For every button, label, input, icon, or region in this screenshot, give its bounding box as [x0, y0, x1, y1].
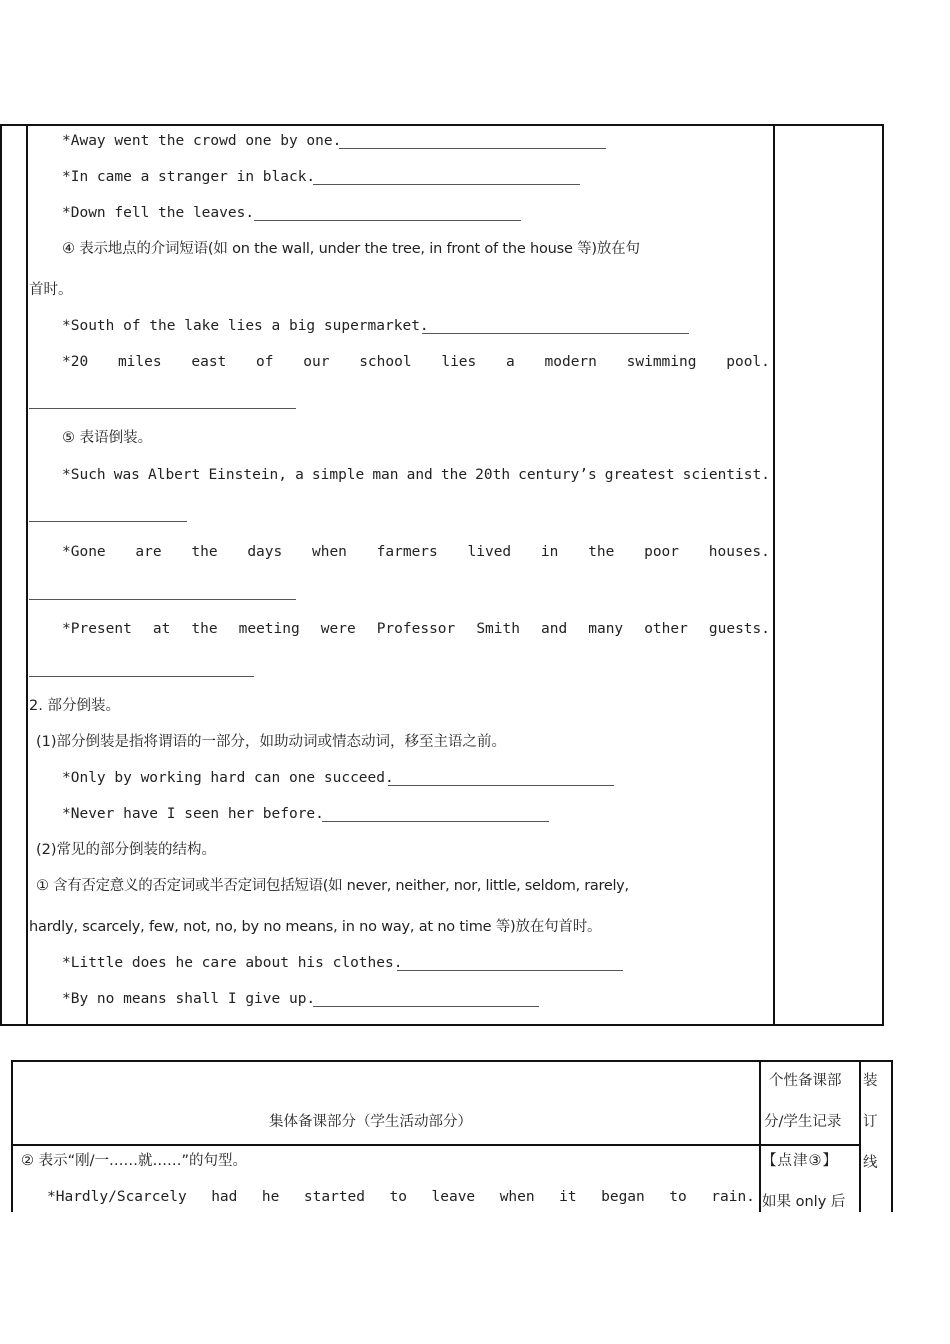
rule-heading: ① 含有否定意义的否定词或半否定词包括短语(如 never, neither, nor, little, seldom, rarely, — [36, 878, 629, 894]
tip-label: 【点津③】 — [762, 1153, 838, 1169]
example-sentence: *Only by working hard can one succeed. — [62, 770, 394, 786]
table-header-side: 个性备课部 — [769, 1073, 842, 1089]
answer-blank[interactable] — [29, 408, 296, 409]
answer-blank[interactable] — [29, 521, 187, 522]
example-sentence: *Never have I seen her before. — [62, 806, 324, 822]
example-sentence: *Gone are the days when farmers lived in the poor houses. — [62, 544, 770, 560]
rule-heading-cont: hardly, scarcely, few, not, no, by no means, in no way, at no time 等)放在句首时。 — [29, 919, 602, 935]
rule-heading-cont: 首时。 — [29, 282, 73, 298]
answer-blank[interactable] — [339, 148, 606, 149]
answer-blank[interactable] — [388, 785, 614, 786]
binding-line-label: 订 — [863, 1114, 878, 1130]
answer-blank[interactable] — [397, 970, 623, 971]
example-sentence: *Little does he care about his clothes. — [62, 955, 403, 971]
example-sentence: *Such was Albert Einstein, a simple man and the 20th century’s greatest scientist. — [62, 467, 770, 483]
example-sentence: *By no means shall I give up. — [62, 991, 316, 1007]
answer-blank[interactable] — [254, 220, 521, 221]
example-sentence: *In came a stranger in black. — [62, 169, 316, 185]
table-header-side-cont: 分/学生记录 — [764, 1114, 842, 1130]
answer-blank[interactable] — [422, 333, 689, 334]
binding-line-label: 线 — [863, 1155, 878, 1171]
answer-blank[interactable] — [29, 676, 254, 677]
rule-heading: ⑤ 表语倒装。 — [62, 430, 153, 446]
answer-blank[interactable] — [313, 1006, 539, 1007]
rule-heading: ④ 表示地点的介词短语(如 on the wall, under the tree, in front of the house 等)放在句 — [62, 241, 640, 257]
binding-line-label: 装 — [863, 1073, 878, 1089]
rule-heading: (2)常见的部分倒装的结构。 — [36, 842, 217, 858]
example-sentence: *Hardly/Scarcely had he started to leave when it began to rain. — [47, 1189, 755, 1205]
tip-text: 如果 only 后 — [762, 1194, 846, 1210]
rule-heading: ② 表示“刚/一……就……”的句型。 — [21, 1153, 248, 1169]
example-sentence: *20 miles east of our school lies a modern swimming pool. — [62, 354, 770, 370]
example-sentence: *Away went the crowd one by one. — [62, 133, 342, 149]
example-sentence: *South of the lake lies a big supermarket. — [62, 318, 429, 334]
answer-blank[interactable] — [313, 184, 580, 185]
example-sentence: *Down fell the leaves. — [62, 205, 255, 221]
answer-blank[interactable] — [29, 599, 296, 600]
example-sentence: *Present at the meeting were Professor Smith and many other guests. — [62, 621, 770, 637]
answer-blank[interactable] — [322, 821, 549, 822]
table-header-main: 集体备课部分（学生活动部分） — [269, 1114, 472, 1130]
section-heading: 2. 部分倒装。 — [29, 698, 120, 714]
rule-heading: (1)部分倒装是指将谓语的一部分，如助动词或情态动词，移至主语之前。 — [36, 734, 507, 750]
